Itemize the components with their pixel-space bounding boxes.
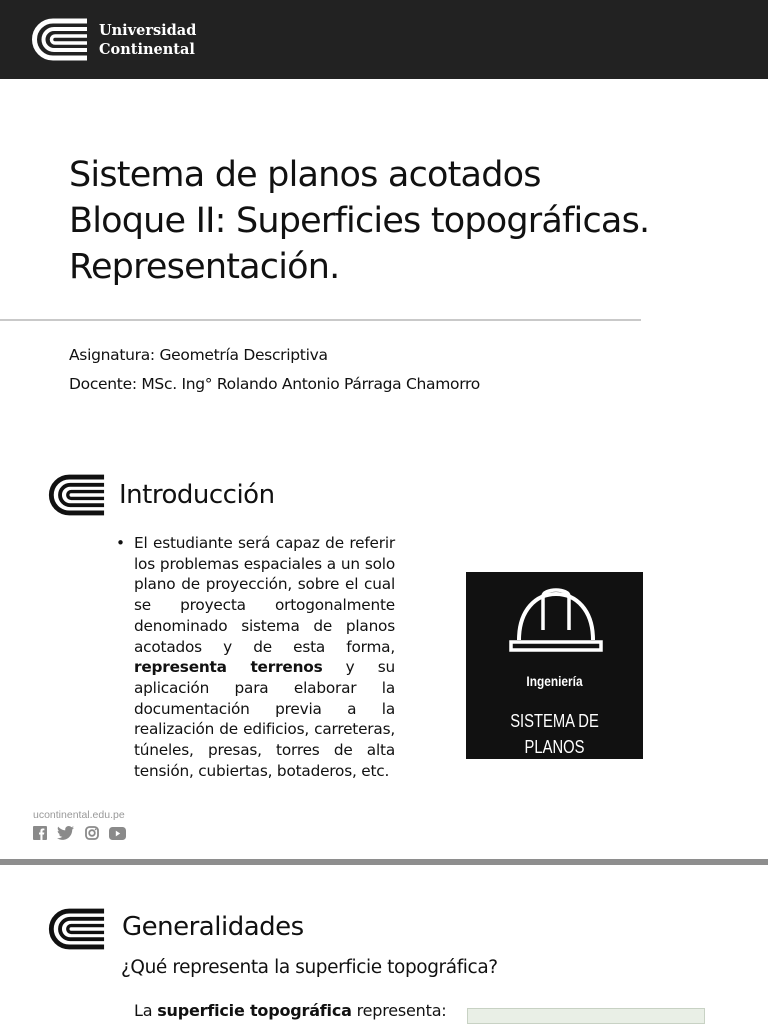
teacher-text: Docente: MSc. Ing° Rolando Antonio Párraga Chamorro — [69, 375, 480, 393]
website-link[interactable]: ucontinental.edu.pe — [33, 809, 125, 821]
section-heading-general: Generalidades — [122, 912, 304, 942]
title-line-2: Bloque II: Superficies topográficas. — [69, 201, 650, 241]
section-logo-icon — [46, 906, 106, 952]
youtube-icon[interactable] — [109, 827, 126, 845]
lead-text-start: La — [134, 1001, 158, 1020]
facebook-icon[interactable] — [33, 826, 47, 845]
instagram-icon[interactable] — [85, 826, 99, 845]
bullet-text-end: y su aplicación para elaborar la documentación previa a la realización de edificios, carreteras, túneles, presas, torres de alta tensión, cubiertas, botaderos, etc. — [134, 658, 395, 780]
intro-bullet — [116, 533, 395, 781]
header-bar — [0, 0, 768, 79]
title-divider — [0, 319, 641, 321]
bullet-text-start: El estudiante será capaz de referir los problemas espaciales a un solo plano de proyección, sobre el cual se proyecta ortogonalmente denominado sistema de planos acotados y de esta forma, — [134, 534, 395, 656]
hard-hat-icon — [501, 580, 611, 660]
book-category: Ingeniería — [526, 673, 583, 689]
section-heading-intro: Introducción — [119, 480, 275, 510]
subject-text: Asignatura: Geometría Descriptiva — [69, 346, 328, 364]
brand-line-2: Continental — [99, 41, 195, 58]
title-line-3: Representación. — [69, 247, 340, 287]
lead-text — [134, 1001, 447, 1020]
lead-text-end: representa: — [351, 1001, 447, 1020]
section-question: ¿Qué representa la superficie topográfica? — [121, 957, 498, 978]
bullet-text-bold: representa terrenos — [134, 658, 323, 677]
section-logo-icon — [46, 472, 106, 518]
slide-divider — [0, 859, 768, 865]
book-title — [482, 708, 627, 786]
topographic-diagram-image — [467, 1008, 705, 1024]
book-title-line-2: ACOTADOS — [513, 763, 596, 783]
bullet-text — [134, 533, 395, 781]
lead-text-bold: superficie topográfica — [157, 1001, 352, 1020]
title-line-1: Sistema de planos acotados — [69, 155, 541, 195]
brand-name — [99, 21, 196, 59]
bullet-dot-icon: • — [116, 534, 125, 552]
slide-title — [69, 152, 649, 290]
brand-line-1: Universidad — [99, 22, 197, 39]
social-links — [33, 826, 132, 845]
book-cover-image — [466, 572, 643, 783]
book-title-line-1: SISTEMA DE PLANOS — [510, 711, 599, 757]
course-info — [69, 341, 480, 399]
university-logo-icon — [29, 17, 91, 62]
twitter-icon[interactable] — [57, 826, 74, 845]
